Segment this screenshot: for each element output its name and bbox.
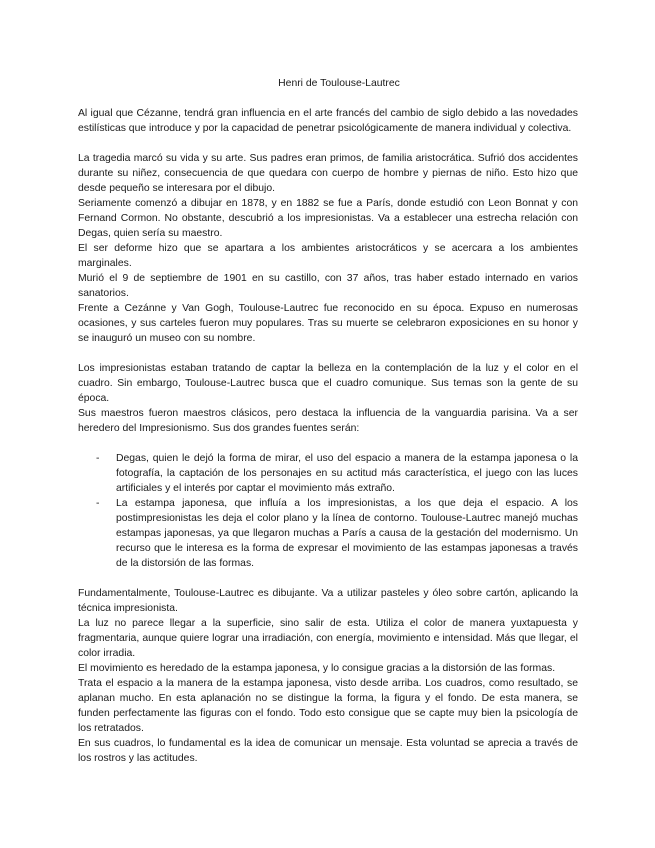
list-item-japanese-print bbox=[78, 496, 578, 571]
paragraph-gap bbox=[78, 346, 578, 361]
technique-paragraph-movement: El movimiento es heredado de la estampa japonesa, y lo consigue gracias a la distorsión de las formas. bbox=[78, 663, 556, 674]
document-title: Henri de Toulouse-Lautrec bbox=[278, 78, 400, 89]
list-item-degas bbox=[78, 451, 578, 496]
life-paragraph-tragedy: La tragedia marcó su vida y su arte. Sus padres eran primos, de familia aristocrática. Sufrió dos accidentes durante su niñez, consecuencia de que quedara con cuerpo de hombre y piernas de niño. Esto hizo que desde pequeño se interesara por el dibujo. bbox=[78, 153, 578, 194]
technique-paragraph-message: En sus cuadros, lo fundamental es la idea de comunicar un mensaje. Esta voluntad se aprecia a través de los rostros y las actitudes. bbox=[78, 738, 578, 764]
intro-paragraph: Al igual que Cézanne, tendrá gran influencia en el arte francés del cambio de siglo debido a las novedades estilísticas que introduce y por la capacidad de penetrar psicológicamente de manera individual y colectiva. bbox=[78, 108, 578, 134]
technique-paragraph-space: Trata el espacio a la manera de la estampa japonesa, visto desde arriba. Los cuadros, como resultado, se aplanan mucho. En esta aplanación no se distingue la forma, la figura y el fondo. De esta manera, se funden perfectamente las figuras con el fondo. Todo esto consigue que se capte muy bien la psicología de los retratados. bbox=[78, 678, 578, 734]
influences-paragraph-masters: Sus maestros fueron maestros clásicos, pero destaca la influencia de la vanguardia parisina. Va a ser heredero del Impresionismo. Sus dos grandes fuentes serán: bbox=[78, 408, 578, 434]
life-paragraph-recognition: Frente a Cezánne y Van Gogh, Toulouse-Lautrec fue reconocido en su época. Expuso en numerosas ocasiones, y sus carteles fueron muy populares. Tras su muerte se celebraron exposiciones en su honor y se inauguró un museo con su nombre. bbox=[78, 303, 578, 344]
paragraph-gap bbox=[78, 136, 578, 151]
list-item-text: Degas, quien le dejó la forma de mirar, el uso del espacio a manera de la estampa japonesa o la fotografía, la captación de los personajes en su actitud más característica, el juego con las luces artificiales y el interés por captar el movimiento más extraño. bbox=[116, 453, 578, 494]
list-item-text: La estampa japonesa, que influía a los impresionistas, a los que deja el espacio. A los postimpresionistas les deja el color plano y la línea de contorno. Toulouse-Lautrec manejó muchas estampas japonesas, ya que llegaron muchas a París a causa de la gestación del modernismo. Un recurso que le interesa es la forma de expresar el movimiento de las estampas japonesas a través de la distorsión de las formas. bbox=[116, 498, 578, 569]
influences-paragraph-impressionists: Los impresionistas estaban tratando de captar la belleza en la contemplación de la luz y el color en el cuadro. Sin embargo, Toulouse-Lautrec busca que el cuadro comunique. Sus temas son la gente de su época. bbox=[78, 363, 578, 404]
sources-list bbox=[78, 451, 578, 571]
document-body bbox=[78, 76, 578, 766]
technique-paragraph-draftsman: Fundamentalmente, Toulouse-Lautrec es dibujante. Va a utilizar pasteles y óleo sobre cartón, aplicando la técnica impresionista. bbox=[78, 588, 578, 614]
paragraph-gap bbox=[78, 436, 578, 451]
life-paragraph-training: Seriamente comenzó a dibujar en 1878, y en 1882 se fue a París, donde estudió con Leon Bonnat y con Fernand Cormon. No obstante, descubrió a los impresionistas. Va a establecer una estrecha relación con Degas, quien sería su maestro. bbox=[78, 198, 578, 239]
bullet-marker: - bbox=[96, 453, 100, 464]
paragraph-gap bbox=[78, 571, 578, 586]
technique-paragraph-light: La luz no parece llegar a la superficie, sino salir de esta. Utiliza el color de manera yuxtapuesta y fragmentaria, aunque quiere lograr una irradiación, con energía, movimiento e intensidad. Más que llegar, el color irradia. bbox=[78, 618, 578, 659]
bullet-marker: - bbox=[96, 498, 100, 509]
life-paragraph-death: Murió el 9 de septiembre de 1901 en su castillo, con 37 años, tras haber estado internado en varios sanatorios. bbox=[78, 273, 578, 299]
life-paragraph-deformity: El ser deforme hizo que se apartara a los ambientes aristocráticos y se acercara a los ambientes marginales. bbox=[78, 243, 578, 269]
